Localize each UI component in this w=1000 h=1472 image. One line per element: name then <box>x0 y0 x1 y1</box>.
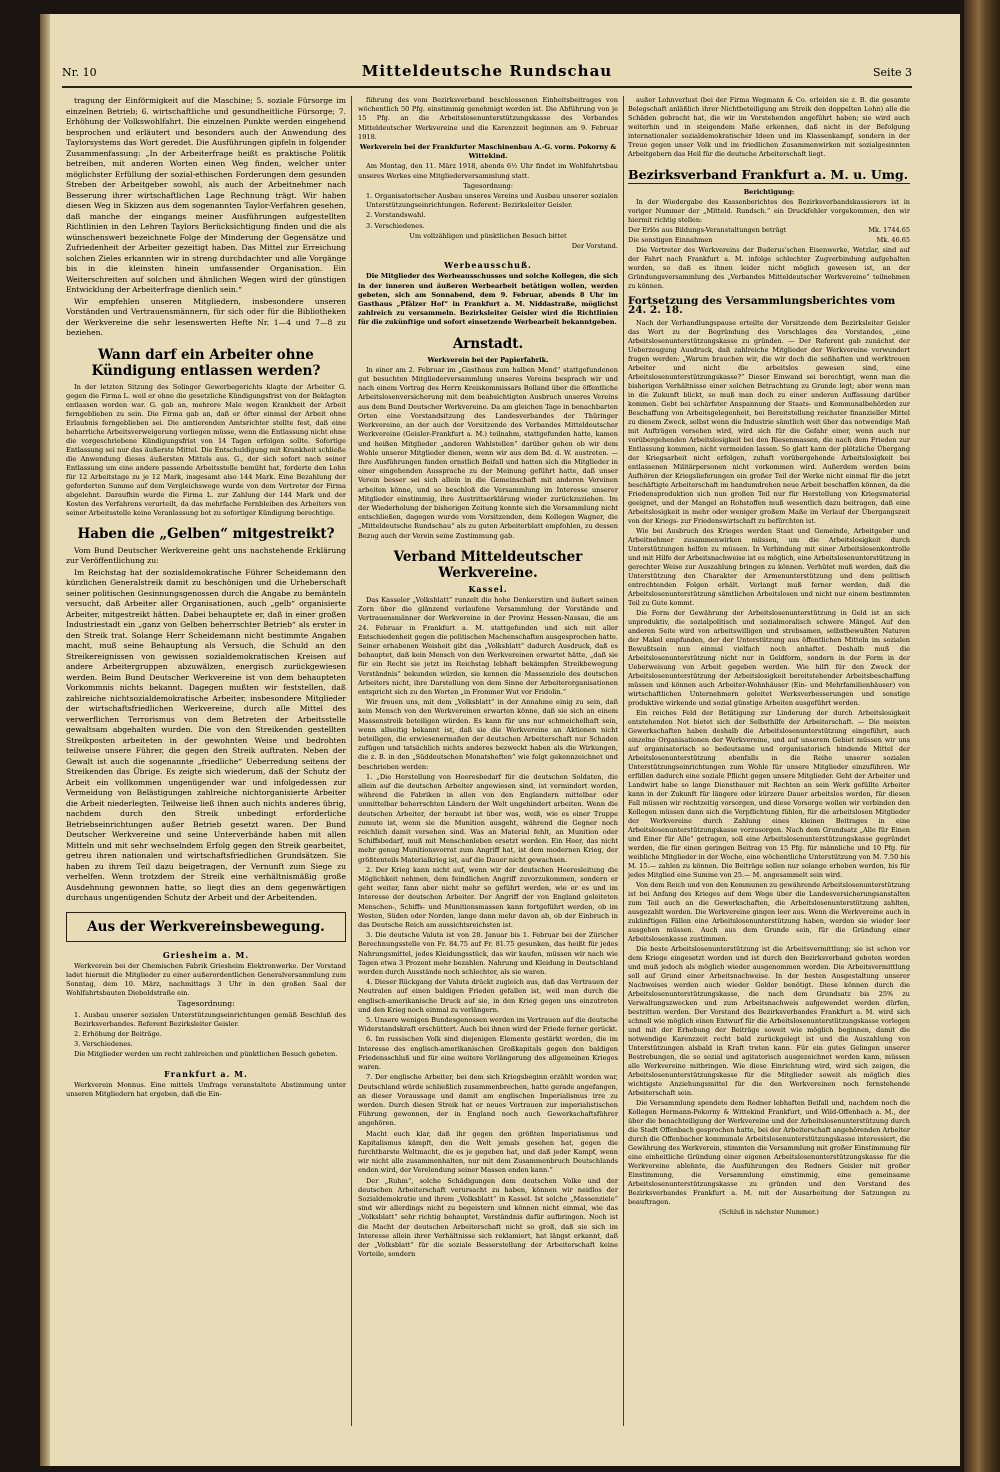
headline-kuendigung: Wann darf ein Arbeiter ohne Kündigung entlassen werden? <box>91 346 321 379</box>
paragraph: Die beste Arbeitslosenunterstützung ist die Arbeitsvermittlung; sie ist schon vor dem Kriege eingesetzt worden und ist durch den Bezirksverband geboten worden und muß jedoch als möglich wieder ausgenommen worden. Die Arbeitsvermittlung soll auf Grund einer Arbeitsnachweise. In der besten Ausgestaltung unserer Nachweises werden auch wieder Gelder benötigt. Diese können durch die Arbeitslosenunterstützungskasse, die nach dem Grundsatz bis 25% zu Verwaltungszwecken und zum Arbeitsnachweis aufgewendet werden dürfen, bestritten werden. Der Vorstand des Bezirksverbandes Frankfurt a. M. wird sich schnell wie möglich einen Entwurf für die Arbeitslosenunterstützungskasse vorlegen und mit der Erhebung der Beiträge soweit wie möglich beginnen, damit die notwendige Karenzzeit recht bald zurückgelegt ist und die Auszahlung von Unterstützungen alsbald in Kraft treten kann. Für ein gutes Gelingen unserer Bestrebungen, die so sozial und agitatorisch ausgezeichnet werden kann, müssen alle Werkvereine mitbringen. Wie diese Einrichtung wird, wird sich zeigen, die Arbeitslosenunterstützungskasse für die Mitglieder soweit als möglich dies wichtigste Anziehungsmittel für die den Werkvereinen noch fernstehende Arbeiterschaft sein. <box>628 945 910 1097</box>
paragraph: 7. Der englische Arbeiter, bei dem sich Kriegsbeginn erzählt worden war, Deutschland würde schließlich zusammenbrechen, hatte gerade angefangen, an dieser Voraussage und damit am englischen Imperialismus irre zu werden. Durch diesen Streik hat er neues Vertrauen zur imperialistischen Führung gewonnen, der in England noch auch Gewerkschaftsführer angehören. <box>358 1073 618 1128</box>
money-value: Mk. 1744.65 <box>868 226 910 234</box>
page-number: Seite 3 <box>873 66 912 79</box>
page-header <box>62 62 912 88</box>
paragraph: In der letzten Sitzung des Solinger Gewerbegerichts klagte der Arbeiter G. gegen die Firma L. weil er ohne die gesetzliche Kündigungsfrist von der Beklagten entlassen worden war. G. gab an, mehrere Male wegen Krankheit der Arbeit ferngeblieben zu sein. Die Firma gab an, daß er öfter einmal der Arbeit ohne Erlaubnis ferngeblieben sei. Die amtierenden Amtsrichter stellte fest, daß eine beharrliche Arbeitsverweigerung vorliegen müsse, wenn die Entlassung nicht ohne die vorgeschriebene Kündigungsfrist von 14 Tagen erfolgen sollte. Sofortige Entlassung sei nur das äußerste Mittel. Die Entschuldigung mit Krankheit schließe die Anwendung dieses äußersten Mittels aus. G., der sich sofort nach seiner Entlassung um eine andere passende Arbeitsstelle bemüht hat, forderte den Lohn für 12 Arbeitstage zu je 12 Mark, insgesamt also 144 Mark. Eine Bezahlung der geforderten Summe auf dem Vergleichswege wurde von dem Vertreter der Firma abgelehnt. Daraufhin wurde die Firma L. zur Zahlung der 144 Mark und der Kosten des Verfahrens verurteilt, da das mehrfache Fernbleiben des Arbeiters von seiner Arbeitsstelle keine Veranlassung bot zu sofortiger Kündigung berechtige. <box>66 382 346 517</box>
agenda-label: Tagesordnung: <box>177 999 235 1008</box>
agenda-item: 2. Erhöhung der Beiträge. <box>74 1029 162 1038</box>
agenda-label: Tagesordnung: <box>463 181 513 190</box>
paragraph: Die Mitglieder des Werbeausschusses und solche Kollegen, die sich in der inneren und äußeren Werbearbeit betätigen wollen, werden gebeten, sich am Sonnabend, dem 9. Februar, abends 8 Uhr im Gasthaus „Pfälzer Hof“ in Frankfurt a. M. Niddastraße, möglichst zahlreich zu versammeln. Bezirksleiter Geisler wird die Richtlinien für die zukünftige und sofort einsetzende Werbearbeit bekanntgeben. <box>358 272 618 327</box>
paragraph: Nach der Verhandlungspause erteilte der Vorsitzende dem Bezirksleiter Geisler das Wort zu der Begründung des Vorschlages des Vorstandes, „eine Arbeitslosenunterstützungskasse zu gründen. — Der Referent gab zunächst der Ueberzeugung Ausdruck, daß zahlreiche Mitglieder der Werkvereine verwundert fragen werden: „Warum brauchen wir, die wir doch die seßhaften und werktreuen Arbeiter und nicht die arbeitslos gewesen sind, eine Arbeitslosenunterstützungskasse?“ Dieser Einwand sei berechtigt, wenn man die bisherigen Verhältnisse einer solchen Betrachtung zu Grunde legt; aber wenn man in die Zukunft blickt, so muß man doch zu einer anderen Auffassung darüber kommen. Gebt bei schärfster Anspannung der Staats- und Kommunalbehörden zur Beschaffung von Arbeitsgelegenheit, bei Bereitstellung reichster finanzieller Mittel zu diesem Zweck, selbst wenn die Industrie sämtlich weit über das notwendige Maß mit Aufträgen versehen wird, wird sich für die Gefahr einer, wenn auch nur vorübergehenden Arbeitslosigkeit bei den Riesenmassen, die nach dem Frieden zur Entlassung kommen, nicht vermeiden lassen. So glatt kann der plötzliche Übergang der Kriegsarbeit nicht erfolgen, zuhaft vorübergehende Arbeitslosigkeit bei entlassenen Militärpersonen nicht vorkommen wird. Außerdem werden beim Aufhören der Kriegslieferungen ein großer Teil der Werke nicht einmal für die jetzt beschäftigte Arbeiterschaft im handumdrehen neue Arbeit beschaffen können, da die Friedensproduktion sich nun großen Teil nur für Herstellung von Kriegsmaterial geeignet, und der Mangel an Rohstoffen muß wesentlich dazu beitragen, daß eine Arbeitslosigkeit in mehr oder weniger großem Maße im Verlauf der Übergangszeit von der Kriegs- zur Friedenswirtschaft zu befürchten ist. <box>628 319 910 525</box>
paragraph: 4. Dieser Rückgang der Valuta drückt zugleich aus, daß das Vertrauen der Neutralen auf einen baldigen Frieden gefallen ist, weil man durch die englisch-amerikanische Druck auf sie, in den Krieg gegen uns einzutreten und den Krieg noch einmal zu verlängern. <box>358 978 618 1014</box>
paragraph: Wir freuen uns, mit dem „Volksblatt“ in der Annahme einig zu sein, daß kein Mensch von den Werkvereinen erwarten könne, daß sie sich an einem Massenstreik beteiligen würden. Es kann für uns nur schmeichelhaft sein, wenn allseitig bekannt ist, daß sie die Werkvereine an Aktionen nicht beteiligen, die erwiesenermaßen der deutschen Arbeiterschaft nur Schaden zufügen und tatsächlich nichts anderes bezweckt haben als die Wirkungen, die z. B. in den „Süddeutschen Monatsheften“ wie folgt gekennzeichnet und beschrieben werden: <box>358 698 618 771</box>
paragraph: außer Lohnverlust (bei der Firma Wegmann & Co. erleiden sie z. B. die gesamte Belegschaft anläßlich ihrer Nichtbeteiligung am Streik den doppelten Lohn) alle die Schäden gebracht hat, die wir im Vorstehenden angeführt haben; sie wird auch weiterhin und in steigendem Maße erkennen, daß nicht in der Befolgung internationaler sozialdemokratischer Ideen und im Klassenkampf, sondern in der Treue gegen unser Volk und im friedlichen Zusammenwirken mit sozialgesinnten Arbeitgebern das Heil für die deutsche Arbeiterschaft liegt. <box>628 96 910 158</box>
section-box <box>66 912 346 942</box>
money-label: Die sonstigen Einnahmen <box>628 236 713 244</box>
binding-gutter <box>40 14 50 1466</box>
money-label: Der Erlös aus Bildungs-Veranstaltungen beträgt <box>628 226 787 234</box>
paragraph: 5. Unsere wenigen Bundesgenossen werden im Vertrauen auf die deutsche Widerstandskraft erschüttert. Auch bei ihnen wird der Friede ferner gerückt. <box>358 1016 618 1034</box>
headline-gelben: Haben die „Gelben“ mitgestreikt? <box>77 525 335 542</box>
correction-heading: Berichtigung: <box>743 188 795 196</box>
place-heading-frankfurt: Frankfurt a. M. <box>164 1068 248 1079</box>
column-rule <box>351 96 352 1426</box>
paragraph: tragung der Einförmigkeit auf die Maschine; 5. soziale Fürsorge im einzelnen Betrieb; 6. wirtschaftliche und gesundheitliche Fürsorge; 7. Erhöhung der Volkswohlfahrt. Die einzelnen Punkte werden eingehend besprochen und erläutert und besonders auch der Anwendung des Taylorsystems das Wort geredet. Die Ausführungen gipfeln in folgender Zusammenfassung: „In der Arbeiterfrage heißt es praktische Politik betreiben, mit anderen Worten einen Weg finden, welcher unter möglichster Erfüllung der sozial-ethischen Forderungen dem gesunden Streben der Arbeitgeber sowohl, als auch der Arbeitnehmer nach Besserung ihrer wirtschaftlichen Lage Rechnung trägt. Wir haben diesen Weg in Skizzen aus dem sogenannten Taylor-Verfahren gesehen, daß manche der eingangs meiner Ausführungen aufgestellten Richtlinien in den Lehren Taylors Berücksichtigung finden und die als wünschenswert bezeichnete Folge der Minderung der Gegensätze und Zufriedenheit der Arbeiter gezeitigt haben. Das Mittel zur Erreichung solchen Zieles erkannten wir in streng durchdachter und alle Vorgänge bis in die kleinsten hinein umfassender Organisation. Ein Weiterschreiten auf solchen und ähnlichen Wegen wird der günstigen Entwicklung der Arbeiterfrage dienlich sein.“ <box>66 96 346 294</box>
column-2 <box>358 96 618 1436</box>
money-row <box>628 236 910 245</box>
paragraph: Am Montag, den 11. März 1918, abends 6½ Uhr findet im Wohlfahrtsbau unseres Werkes eine Mitgliederversammlung statt. <box>358 162 618 180</box>
agenda-item: 3. Verschiedenes. <box>74 1039 133 1048</box>
paragraph: 1. „Die Herstellung von Heeresbedarf für die deutschen Soldaten, die allein auf die deutschen Arbeiter angewiesen sind, ist vermindert worden, während die Fabriken in allen von den Englandern mittelbar oder unmittelbar beherrschten Ländern der Welt ungehindert arbeiten. Wenn die deutschen Arbeiter, der beraubt ist über was, weiß, wie es einer Truppe zumute ist, wenn sie die Munition ausgeht, während die Gegner noch reichlich damit versehen sind. Was an Material fehlt, an Munition oder Schiffsbedarf, muß mit Menschenleben ersetzt werden. Ein Heer, das nicht mehr genug Munitionsvorrat zum Angriff hat, ist dem modernen Krieg, der größtenteils Materialkrieg ist, auf die Dauer nicht gewachsen. <box>358 772 618 864</box>
headline-bezirksverband: Bezirksverband Frankfurt a. M. u. Umg. <box>628 167 909 182</box>
agenda-item: 2. Vorstandswahl. <box>366 211 426 220</box>
paragraph: Ein reiches Feld der Betätigung zur Linderung der durch Arbeitslosigkeit entstehenden Not bietet sich der Selbsthilfe der Arbeiterschaft. — Die meisten Gewerkschaften haben deshalb die Arbeitslosenunterstützung eingeführt, auch einzelne Organisationen der Werkvereine, und auf unserem Gebiet müssen wir uns auf organisatorisch so bedeutsame und organisatorisch bindende Mittel der Arbeitslosenunterstützung ebenfalls in die Reihe unserer sozialen Unterstützungseinrichtungen zum Wohle für unsere Mitglieder einzuführen. Wir erfüllen dadurch eine soziale Pflicht gegen unsere Mitglieder. Geht der Arbeiter und Landwirt habe so lange Dienstbauer mit Rechten an sein Werk gefüllte Arbeiter kann in der Zukunft für längere oder kürzere Dauer arbeitslos werden, für diesen Fall müssen wir rechtzeitig vorsorgen, und diese Vorsorge wollen wir verbinden den Kollegen müssen dann sich die Verpflichtung fühlen, für die arbeitslosen Mitglieder der Werkvereine durch Zahlung eines kleinen Beitrages in eine Arbeitslosenunterstützungskasse vorzusorgen. Nach dem Grundsatz „Alle für Einen und Einer für Alle“ getragen, soll eine Arbeitslosenunterstützungskasse gegründet werden, die für einen geringen Beitrag von 15 Pfg. für männliche und 10 Pfg. für weibliche Mitglieder in der Woche, eine wöchentliche Unterstützung von M. 7.50 bis M. 15.— zahlen zu können. Die Beiträge sollen nur solange erhoben werden, bis für jedes Mitglied eine Summe von 25.— M. angesammelt sein wird. <box>628 709 910 879</box>
paragraph: Das Kasseler „Volksblatt“ runzelt die hohe Denkerstirn und äußert seinen Zorn über die glänzend verlaufene Versammlung der Vorstände und Vertrauensmänner der Werkvereine in der Provinz Hessen-Nassau, die am 24. Februar in Frankfurt a. M. stattgefunden und sich mit aller Entschiedenheit gegen die politischen Machenschaften ausgesprochen hatte. Seiner erhabenen Weisheit gibt das „Volksblatt“ dadurch Ausdruck, daß es behauptet, daß kein Mensch von den Werkvereinen erwartet hätte, „daß sie für ein Recht sie jetzt im Reichstag lebhaft bekämpfen Streikbewegung Verständnis“ bekunden würden, sie kennen die Massenziele des deutschen Arbeiters nicht, ihre Darstellung von dem Sinne der Arbeiterorganisationen entspricht sich zu den Worten „in Frommer Wut vor Fridolin.“ <box>358 595 618 696</box>
paragraph: In der Wiedergabe des Kassenberichtes des Bezirksverbandskassierers ist in voriger Nummer der „Mitteld. Rundsch.“ ein Druckfehler vorgekommen, den wir hiermit richtig stellen: <box>628 198 910 224</box>
paragraph: Die Vertreter des Werkvereins der Buderus'schen Eisenwerke, Wetzlar, sind auf der Fahrt nach Frankfurt a. M. infolge schlechter Zugverbindung aufgehalten worden, so daß es ihnen leider nicht möglich gewesen ist, an der Gründungsversammlung des „Verbandes Mitteldeutscher Werkvereine“ teilnehmen zu können. <box>628 246 910 290</box>
paragraph: Die Form der Gewährung der Arbeitslosenunterstützung in Geld ist an sich unproduktiv, die sozialpolitisch und sozialmoralisch schwere Mängel. Auf den anderen Seite wird von arbeitswilligen und strebsamen, selbstbewußten Naturen der Makel empfunden, der der Unterstützung aus öffentlichen Mitteln im sozialen Bewußtsein nun einmal vielfach noch anhaftet. Deshalb muß die Arbeitslosenunterstützung nicht nur in Geldform, sondern in der Form in der Ueberweisung von Arbeit gegeben werden. Wie hilft für den Zweck der Arbeitslosenunterstützung der Arbeitslosigkeit bereitstehender Arbeitsbeschaffung müssen und können auch Arbeiter-Wohnhäuser (Ein- und Mehrfamilienhäuser) von wirtschaftlichen Unternehmern geleitet Werksverbesserungen und sonstige produktive wirkende und sozial günstige Arbeiten ausgeführt werden. <box>628 609 910 707</box>
attendance-note: Um vollzähligen und pünktlichen Besuch bittet <box>409 231 567 240</box>
paragraph: Vom Bund Deutscher Werkvereine geht uns nachstehende Erklärung zur Veröffentlichung zu: <box>66 545 346 565</box>
masthead-title: Mitteldeutsche Rundschau <box>361 62 613 80</box>
column-1 <box>66 96 346 1436</box>
book-spine <box>964 0 1000 1472</box>
agenda-item: 1. Organisatorischer Ausbau unseres Vereins und Ausbau unserer sozialen Unterstützungseinrichtungen. Referent: Bezirksleiter Geisler. <box>366 192 618 210</box>
paragraph: Im Reichstag hat der sozialdemokratische Führer Scheidemann den kürzlichen Generalstreik damit zu beschönigen und die Urheberschaft seiner politischen Gesinnungsgenossen durch die Angabe zu bemänteln versucht, daß Arbeiter aller Organisationen, auch „gelb“ organisierte Arbeiter, mitgestreikt hätten. Dabei behauptete er, daß in einer großen Industriestadt ein „ganz von Gelben beherrschter Betrieb“ als erster in den Streik trat. Solange Herr Scheidemann nicht bestimmte Angaben macht, muß seine Behauptung als Versuch, die Schuld an den Streikereignissen von gewissen sozialdemokratischen Kreisen auf andere Arbeitergruppen abzuwälzen, energisch zurückgewiesen werden. Beim Bund Deutscher Werkvereine ist von dem behaupteten Vorkommnis nichts bekannt. Dagegen mußten wir feststellen, daß zahlreiche nichtsozialdemokratische Arbeiter, insbesondere Mitglieder der wirtschaftsfriedlichen Werkvereine, durch alle Mittel des verwerflichen Terrorismus von dem Betreten der Arbeitsstelle gewaltsam abgehalten wurden. Die von den Streikenden gestellten Streikposten arbeiteten in der gewohnten Weise und bedrohten teilweise unsere Führer, die gegen den Streik auftraten. Neben der Gewalt ist auch die sogenannte „friedliche“ Ueberredung seitens der Streikenden das Übrige. Es zeigte sich wiederum, daß der Schutz der Arbeit ein vollkommen ungenügender war und infolgedessen zur Vermeidung von Belästigungen zahlreiche nichtorganisierte Arbeiter die Arbeit niederlegten. Teilweise ließ ihnen auch nichts anderes übrig, nachdem durch den Streik unbedingt erforderliche Betriebseinrichtungen außer Betrieb gesetzt waren. Der Bund Deutscher Werkvereine und seine Unterverbände haben mit allen Mitteln und mit sehr wechselndem Erfolg gegen den Streik gearbeitet, getreu ihren nationalen und wirtschaftsfriedlichen Grundsätzen. Sie haben zu ihrem Teil dazu beigetragen, der Vernunft zum Siege zu verhelfen. Wenn trotzdem der Streik eine verhältnismäßig große Ausdehnung gewonnen hatte, so liegt dies an dem gegenwärtigen durchaus ungenügenden Schutz der Arbeit und der Arbeitenden. <box>66 567 346 902</box>
paragraph: Macht euch klar, daß ihr gegen den größten Imperialismus und Kapitalismus kämpft, den die Welt jemals gesehen hat, gegen die furchtbarste Weltmacht, die es je gegeben hat, und daß jeder Kampf, wenn wir nicht alle zusammenhalten, nur mit dem Zusammenbruch Deutschlands enden wird, der Verelendung seiner Massen enden kann.“ <box>358 1129 618 1175</box>
club-heading: Werkverein bei der Papierfabrik. <box>427 355 549 364</box>
paragraph: Werkverein Monnus. Eine mittels Umfrage veranstaltete Abstimmung unter unseren Mitgliedern hat ergeben, daß die Ein- <box>66 1081 346 1098</box>
paragraph: Die Versammlung spendete dem Redner lebhaften Beifall und, nachdem noch die Kollegen Hermann-Pokorny & Wittekind Frankfurt, und Wild-Offenbach a. M., der über die benachteiligung der Werkvereine und der Arbeitslosenunterstützung durch die Stadt Offenbach gesprochen hatte, bei der Arbeiterschaft angehörenden Arbeiter durch die Offenbacher kommunale Arbeitslosenunterstützungskasse interessiert, die Gewährung des Werkverein, stimmten die Versammlung mit großer Einstimmung für eine einheitliche Gründung einer eigenen Arbeitslosenunterstützungskasse für die Werkvereine ablehnte, die Ausführungen des Redners Geisler mit großer Einstimmung, die Versammlung einstimmig, eine gemeinsame Arbeitslosenunterstützungskasse zu gründen und den Vorstand des Bezirksverbandes Frankfurt a. M. mit der Ausarbeitung der Satzungen zu beauftragen. <box>628 1099 910 1206</box>
place-heading-kassel: Kassel. <box>468 583 508 594</box>
headline-arnstadt: Arnstadt. <box>452 335 524 352</box>
paragraph: Von dem Reich und von den Kommunen zu gewährende Arbeitslosenunterstützung ist bei Anfang des Krieges auf dem Wege über die Landesversicherungsanstalten zum Teil auch an die Gewerkschaften, die Arbeitslosenunterstützung zahlten, ausgezahlt worden. Die Werkvereine gingen leer aus. Wenn die Werkvereine auch in zukünftigen Fällen eine Arbeitslosenunterstützung haben, werden sie wieder leer ausgehen müssen. Auch aus dem Grunde sein, für die Gründung einer Arbeitslosenkasse zustimmen. <box>628 881 910 943</box>
agenda-item: 1. Ausbau unserer sozialen Unterstützungseinrichtungen gemäß Beschluß des Bezirksverbandes. Referent Bezirksleiter Geisler. <box>74 1010 346 1028</box>
paragraph: Werkverein bei der Chemischen Fabrik Griesheim Elektronwerke. Der Vorstand ladet hiermit die Mitglieder zu einer außerordentlichen Generalversammlung zum Sonntag, dem 10. März, nachmittags 3 Uhr in den großen Saal der Wohlfahrtsbauten Dieboldstraße ein. <box>66 962 346 997</box>
paragraph: 6. Im russischen Volk sind diejenigen Elemente gestärkt worden, die im Interesse des englisch-amerikanischen Großkapitals gegen den baldigen Friedensschluß und für eine weitere Verlängerung des allgemeinen Krieges waren. <box>358 1035 618 1072</box>
paragraph: In einer am 2. Februar im „Gasthaus zum halben Mond“ stattgefundenen gut besuchten Mitgliederversammlung unseres Vereins besprach wir und nach einem Vortrag des Herrn Kreiskommissars Bolland über die öffentliche Arbeitslosenversicherung mit dem beabsichtigten Ausbruch unseres Vereins aus dem Bund Deutscher Werkvereine. Da am gleichen Tage in benachbarten Orten eine Vorstandsitzung des Landesverbandes der Thüringer Werkvereine, an der auch der Vorsitzende des Verbandes Mitteldeutscher Werkvereine (Geisler-Frankfurt a. M.) teilnahm, stattgefunden hatte, kamen und heißen Mitglieder „anderen Wahlstellen“ darüber gehen ob wir dem Wohle unserer Mitglieder dienen, wenn wir aus dem Bd. d. W. austreten. — Ihre Ausführungen fanden ernstlich Beifall und hatten sich die Mitglieder in einer eingehenden Aussprache zu der Meinung geführt hatte, daß unser Verein besser sei sich allein in die Gemeinschaft mit anderen Vereinen arbeiten könne, und so beschloß die Versammlung im Interesse unserer Mitglieder einstimmig, ihre Austrittserklärung wieder zurückzuziehen. Im der Wiederholung der bisherigen Zeitung konnte sich die Versammlung nicht entschließen, dagegen wurde vom Vorsitzenden, dem Kollegen Wagner, die „Mitteldeutsche Rundschau“ als zu guten Arbeiterblatt empfohlen, zu dessen Bezug auch der Verein seine Zustimmung gab. <box>358 365 618 540</box>
headline-fortsetzung: Fortsetzung des Versammlungsberichtes vom 24. 2. 18. <box>628 295 896 316</box>
agenda-item: 3. Verschiedenes. <box>366 221 425 230</box>
issue-number: Nr. 10 <box>62 66 97 79</box>
continued-note: (Schluß in nächster Nummer.) <box>719 1208 819 1216</box>
money-value: Mk. 46.65 <box>876 236 910 244</box>
paragraph: 3. Die deutsche Valuta ist von 28. Januar bis 1. Februar bei der Züricher Berechnungsstelle von Fr. 84.75 auf Fr. 81.75 gesunken, das heißt für jedes Nahrungsmittel, jedes Kleidungsstück, das wir kaufen, müssen wir nach wie Tagen etwa 3 Prozent mehr bezahlen. Nahrung und Kleidung in Deutschland werden durch Ausstände noch schlechter, als sie waren. <box>358 931 618 977</box>
paragraph: Der „Ruhm“, solche Schädigungen dem deutschen Volke und der deutschen Arbeiterschaft verursacht zu haben, können wir neidlos der Sozialdemokratie und ihrem „Volksblatt“ in Kassel. Ist solche „Massenziele“ sind wir allerdings nicht zu begeistern und können nicht einmal, wie das „Volksblatt“ sehr richtig behauptet, Verständnis dafür aufbringen. Noch ist die Macht der deutschen Arbeiterschaft nicht so groß, daß sie sich im Interesse allein ihrer Verhältnisse sich reklamiert, hat längst erkannt, daß der „Volksblatt“ für die soziale Besserstellung der Arbeiterschaft keine Vorteile, sondern <box>358 1176 618 1259</box>
paragraph: Die Mitglieder werden um recht zahlreichen und pünktlichen Besuch gebeten. <box>74 1049 338 1058</box>
paragraph: 2. Der Krieg kann nicht auf, wenn wir der deutschen Heeresleitung die Möglichkeit nehmen, dem feindlichen Angriff zuvorzukommen, sondern er geht weiter, fann aber nicht mehr so geführt werden, wie er es und im Interesse der deutschen Arbeiter. Der Angriff der von England geleiteten Menschen-, Schiffs- und Munitionsmassen kann fortgeführt werden, ob im Westen, Süden oder Norden, lange dann mehr davon ab, ob der Einbruch in das Deutsche Reich am aussichtsreichsten ist. <box>358 865 618 930</box>
section-title-werkvereinsbewegung: Aus der Werkvereinsbewegung. <box>87 918 325 935</box>
place-heading-griesheim: Griesheim a. M. <box>162 949 250 960</box>
paragraph: Wie bei Ausbruch des Krieges werden Staat und Gemeinde, Arbeitgeber und Arbeitnehmer zusammenwirken müssen, um die Arbeitslosigkeit durch Unterstützungen helfen zu müssen. In Verbindung mit einer Arbeitslosenkontrolle und mit Hilfe der Arbeitsnachweise ist es möglich, eine Arbeitslosenunterstützung in gerechter Weise zur Auszahlung bringen zu können. Verhütet muß werden, daß die Unterstützung den Charakter der Armenunterstützung und dem politisch entrechtenden Folgen erhält. Verlangt muß ferner werden, daß die Arbeitslosenunterstützung sämtlichen Arbeitslosen und nicht nur einem bestimmten Teil zu Gute kommt. <box>628 527 910 607</box>
signature: Der Vorstand. <box>571 242 618 251</box>
club-heading: Werkverein bei der Frankfurter Maschinenbau A.-G. vorm. Pokorny & Wittekind. <box>359 143 617 161</box>
headline-verband: Verband Mitteldeutscher Werkvereine. <box>393 548 583 581</box>
column-rule <box>623 96 624 1426</box>
paragraph: Wir empfehlen unseren Mitgliedern, insbesondere unseren Vorständen und Vertrauensmännern, für sich oder für die Bibliotheken der Werkvereine die sehr lesenswerten Hefte Nr. 1—4 und 7—8 zu beziehen. <box>66 296 346 337</box>
money-row <box>628 226 910 235</box>
place-heading-werbeausschuss: Werbeausschuß. <box>444 260 532 271</box>
paragraph: führung des vom Bezirksverband beschlossenen Einheitsbeitrages von wöchentlich 50 Pfg. einstimmig genehmigt worden ist. Die Abführung von je 15 Pfg. an die Arbeitslosenunterstützungskasse des Verbandes Mitteldeutscher Werkvereine und die Karenzzeit beginnen am 9. Februar 1918. <box>358 96 618 141</box>
column-3 <box>628 96 910 1436</box>
